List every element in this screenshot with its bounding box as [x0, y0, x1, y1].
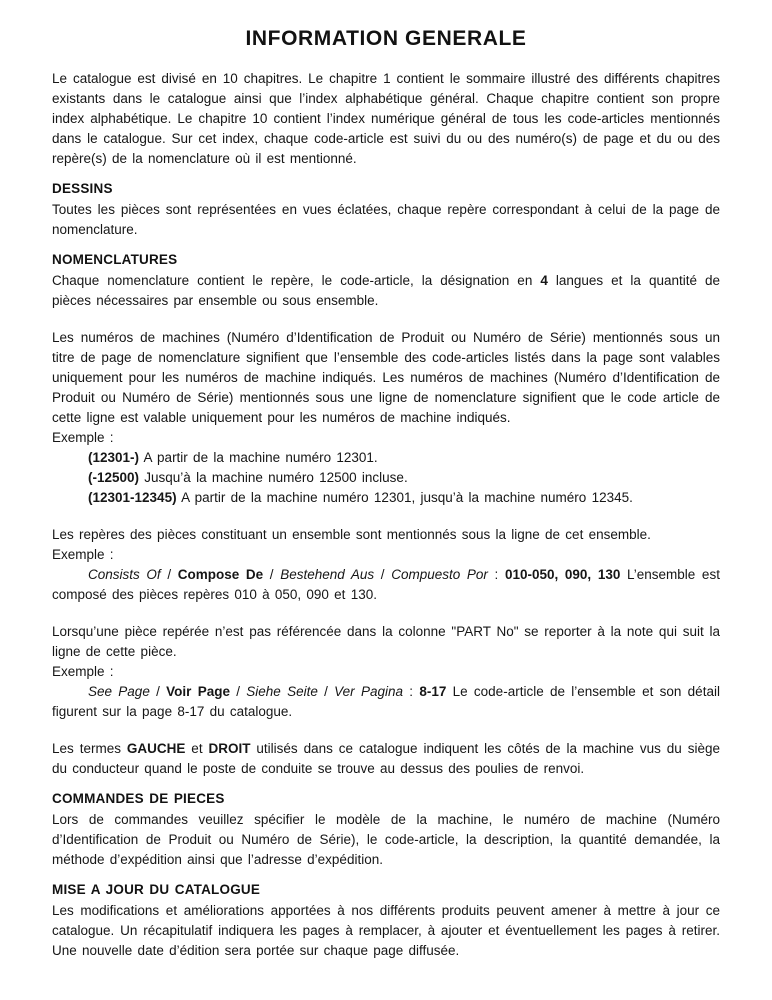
text-run: / — [263, 567, 281, 582]
text-run: Lors de commandes veuillez spécifier le modèle de la machine, le numéro de machine (Numéro d’Identification de Produit ou Numéro de Série), le code-article, la description, la quantité demandée, la méthode d’expédition ainsi que l’adresse d’expédition. — [52, 812, 720, 867]
text-run: Bestehend Aus — [280, 567, 375, 582]
paragraph — [52, 200, 720, 240]
text-run: Voir Page — [166, 684, 230, 699]
text-run: Exemple : — [52, 664, 114, 679]
text-run: Siehe Seite — [246, 684, 318, 699]
section-heading — [52, 880, 720, 900]
text-run: Consists Of — [88, 567, 161, 582]
text-run: 010-050, 090, 130 — [504, 567, 621, 582]
page-title: INFORMATION GENERALE — [245, 27, 527, 50]
text-run: Les termes — [52, 741, 127, 756]
document-body — [52, 69, 720, 961]
paragraph-line — [52, 545, 720, 565]
text-run: A partir de la machine numéro 12301, jusqu’à la machine numéro 12345. — [176, 490, 633, 505]
paragraph — [52, 271, 720, 311]
text-run: : — [487, 567, 505, 582]
text-run: MISE A JOUR DU CATALOGUE — [52, 882, 261, 897]
text-run: DESSINS — [52, 181, 113, 196]
text-run: et — [185, 741, 209, 756]
text-run: See Page — [88, 684, 150, 699]
text-run: Les modifications et améliorations apportées à nos différents produits peuvent amener à mettre à jour ce catalogue. Un récapitulatif indiquera les pages à remplacer, à ajouter et éventuellement les pages à retirer. Une nouvelle date d’édition sera portée sur chaque page diffusée. — [52, 903, 720, 958]
paragraph — [52, 69, 720, 169]
text-run: utilisés dans ce catalogue indiquent les côtés de la machine vus du siège du conducteur quand le poste de conduite se trouve au dessus des poulies de renvoi. — [52, 741, 720, 776]
text-run: Chaque nomenclature contient le repère, le code-article, la désignation en — [52, 273, 541, 288]
text-run: (-12500) — [88, 470, 140, 485]
paragraph — [52, 328, 720, 428]
text-run: Les numéros de machines (Numéro d’Identification de Produit ou Numéro de Série) mentionnés sous un titre de page de nomenclature signifient que l’ensemble des code-articles listés dans la page sont valables uniquement pour les numéros de machine indiqués. Les numéros de machines (Numéro d’Identification de Produit ou Numéro de Série) mentionnés sous une ligne de nomenclature signifient que le code article de cette ligne est valable uniquement pour les numéros de machine indiqués. — [52, 330, 720, 425]
text-run: GAUCHE — [126, 741, 186, 756]
example-paragraph — [52, 682, 720, 722]
paragraph — [52, 810, 720, 870]
section-heading — [52, 789, 720, 809]
example-line — [52, 468, 720, 488]
paragraph-line — [52, 428, 720, 448]
text-run: / — [374, 567, 392, 582]
example-paragraph — [52, 565, 720, 605]
text-run: : — [403, 684, 420, 699]
text-run: Toutes les pièces sont représentées en vues éclatées, chaque repère correspondant à celui de la page de nomenclature. — [52, 202, 720, 237]
text-run: Jusqu’à la machine numéro 12500 incluse. — [139, 470, 408, 485]
section-heading — [52, 179, 720, 199]
text-run: Exemple : — [52, 547, 114, 562]
text-run: / — [317, 684, 335, 699]
text-run: Les repères des pièces constituant un ensemble sont mentionnés sous la ligne de cet ensemble. — [52, 527, 651, 542]
text-run: NOMENCLATURES — [52, 252, 178, 267]
text-run: A partir de la machine numéro 12301. — [139, 450, 378, 465]
text-run: Le catalogue est divisé en 10 chapitres. Le chapitre 1 contient le sommaire illustré des différents chapitres existants dans le catalogue ainsi que l’index alphabétique général. Chaque chapitre contient son propre index alphabétique. Le chapitre 10 contient l’index numérique général de tous les code-articles mentionnés dans le catalogue. Sur cet index, chaque code-article est suivi du ou des numéro(s) de page et du ou des repère(s) de la nomenclature où il est mentionné. — [52, 71, 720, 166]
text-run: DROIT — [208, 741, 251, 756]
text-run: L’ensemble est composé des pièces repères 010 à 050, 090 et 130. — [52, 567, 720, 602]
text-run: Compose De — [177, 567, 264, 582]
paragraph-line — [52, 662, 720, 682]
text-run: COMMANDES DE PIECES — [52, 791, 225, 806]
text-run: Exemple : — [52, 430, 114, 445]
text-run: Ver Pagina — [334, 684, 403, 699]
text-run: Le code-article de l’ensemble et son détail figurent sur la page 8-17 du catalogue. — [52, 684, 720, 719]
text-run: (12301-) — [88, 450, 140, 465]
text-run: 4 — [540, 273, 548, 288]
text-run: (12301-12345) — [88, 490, 177, 505]
text-run: / — [149, 684, 167, 699]
example-line — [52, 488, 720, 508]
text-run: Compuesto Por — [391, 567, 488, 582]
example-line — [52, 448, 720, 468]
text-run: Lorsqu’une pièce repérée n’est pas référencée dans la colonne "PART No" se reporter à la note qui suit la ligne de cette pièce. — [52, 624, 720, 659]
paragraph — [52, 525, 720, 545]
paragraph — [52, 739, 720, 779]
text-run: / — [160, 567, 178, 582]
text-run: / — [229, 684, 247, 699]
text-run: 8-17 — [419, 684, 447, 699]
paragraph — [52, 622, 720, 662]
paragraph — [52, 901, 720, 961]
text-run: langues et la quantité de pièces nécessaires par ensemble ou sous ensemble. — [52, 273, 721, 308]
section-heading — [52, 250, 720, 270]
